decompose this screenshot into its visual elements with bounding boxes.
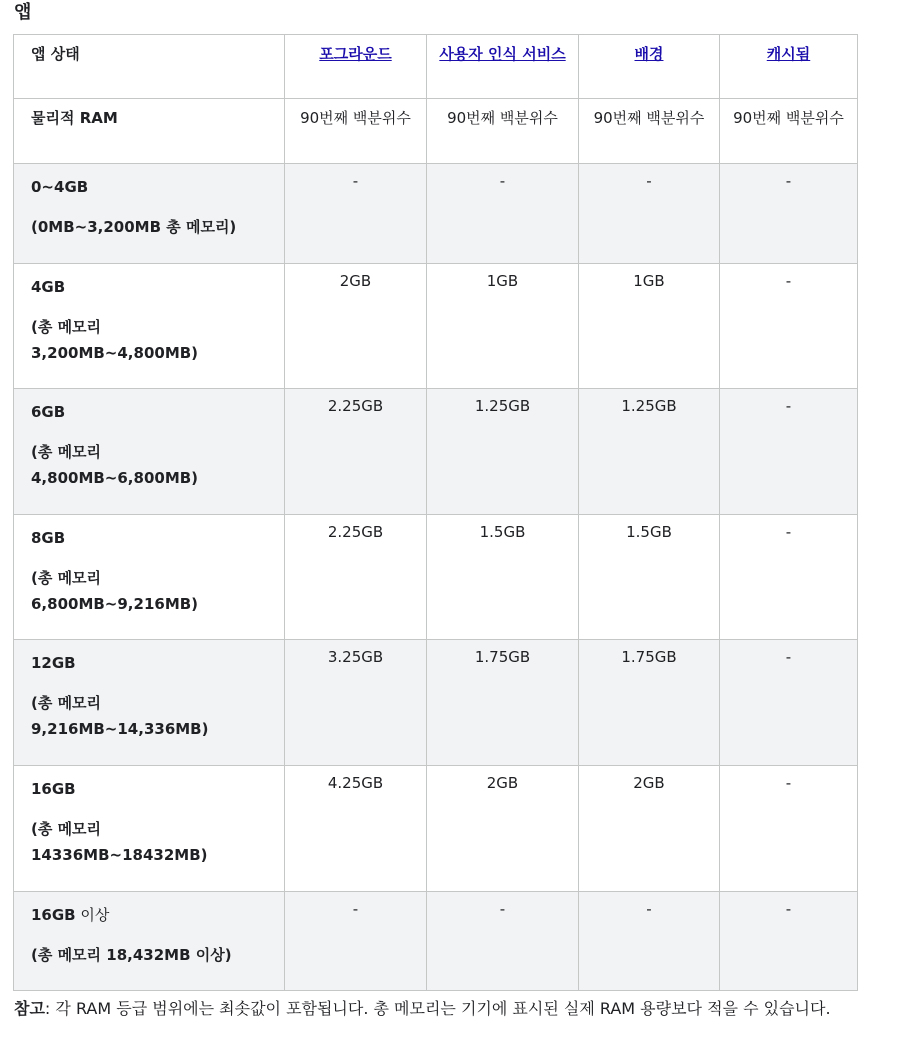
percentile-cell: 90번째 백분위수 [579, 99, 720, 164]
table-row [14, 766, 858, 892]
value-cell: - [720, 515, 858, 640]
ram-tier-cell [14, 640, 285, 766]
percentile-cell: 90번째 백분위수 [427, 99, 579, 164]
value-cell: - [720, 389, 858, 515]
ram-tier-range: (총 메모리 14336MB~18432MB) [31, 820, 208, 864]
footnote [14, 994, 874, 1023]
header-cached [720, 35, 858, 99]
ram-tier-label [31, 399, 276, 425]
background-link[interactable]: 배경 [634, 45, 664, 63]
percentile-cell: 90번째 백분위수 [720, 99, 858, 164]
percentile-cell: 90번째 백분위수 [285, 99, 427, 164]
percentile-row [14, 99, 858, 164]
cached-link[interactable]: 캐시됨 [766, 45, 811, 63]
header-foreground [285, 35, 427, 99]
value-cell: 3.25GB [285, 640, 427, 766]
value-cell: - [579, 164, 720, 264]
value-cell: - [285, 164, 427, 264]
value-cell: 1.5GB [427, 515, 579, 640]
ram-tier-cell [14, 892, 285, 991]
ram-tier-range: (총 메모리 6,800MB~9,216MB) [31, 569, 199, 613]
ram-tier-cell [14, 389, 285, 515]
value-cell: - [579, 892, 720, 991]
ram-tier-range: (총 메모리 18,432MB 이상) [31, 946, 232, 964]
ram-tier-suffix: 이상 [75, 906, 110, 924]
header-perceptible-service [427, 35, 579, 99]
value-cell: 1.5GB [579, 515, 720, 640]
ram-tier-cell [14, 164, 285, 264]
ram-tier-range: (총 메모리 9,216MB~14,336MB) [31, 694, 209, 738]
value-cell: - [427, 164, 579, 264]
value-cell: 1.75GB [427, 640, 579, 766]
value-cell: - [720, 640, 858, 766]
value-cell: 1GB [427, 264, 579, 389]
ram-tier-range: (총 메모리 3,200MB~4,800MB) [31, 318, 199, 362]
table-row [14, 515, 858, 640]
table-row [14, 264, 858, 389]
ram-tier-label [31, 650, 276, 676]
value-cell: 2GB [427, 766, 579, 892]
ram-tier-size: 16GB [31, 906, 76, 924]
ram-tier-label [31, 902, 276, 928]
value-cell: 1.25GB [427, 389, 579, 515]
ram-tier-label [31, 174, 276, 200]
ram-tier-size: 12GB [31, 654, 76, 672]
table-row [14, 892, 858, 991]
ram-tier-label [31, 525, 276, 551]
ram-tier-size: 0~4GB [31, 178, 89, 196]
footnote-label: 참고 [14, 999, 45, 1018]
ram-tier-range: (0MB~3,200MB 총 메모리) [31, 218, 237, 236]
value-cell: 2GB [579, 766, 720, 892]
value-cell: 2.25GB [285, 389, 427, 515]
value-cell: 2.25GB [285, 515, 427, 640]
ram-tier-label [31, 274, 276, 300]
value-cell: 1.75GB [579, 640, 720, 766]
section-heading: 앱 [14, 2, 32, 23]
ram-tier-cell [14, 766, 285, 892]
physical-ram-label: 물리적 RAM [14, 99, 285, 164]
value-cell: - [720, 164, 858, 264]
app-state-header: 앱 상태 [14, 35, 285, 99]
value-cell: - [427, 892, 579, 991]
value-cell: - [720, 766, 858, 892]
ram-tier-size: 8GB [31, 529, 66, 547]
table-header-row [14, 35, 858, 99]
ram-tier-cell [14, 264, 285, 389]
value-cell: - [285, 892, 427, 991]
value-cell: 1GB [579, 264, 720, 389]
table-row [14, 389, 858, 515]
value-cell: 1.25GB [579, 389, 720, 515]
ram-tier-size: 16GB [31, 780, 76, 798]
value-cell: - [720, 892, 858, 991]
header-background [579, 35, 720, 99]
ram-tier-cell [14, 515, 285, 640]
memory-threshold-table [13, 34, 858, 991]
ram-tier-range: (총 메모리 4,800MB~6,800MB) [31, 443, 199, 487]
ram-tier-size: 4GB [31, 278, 66, 296]
ram-tier-label [31, 776, 276, 802]
value-cell: - [720, 264, 858, 389]
footnote-text: : 각 RAM 등급 범위에는 최솟값이 포함됩니다. 총 메모리는 기기에 표시된 실제 RAM 용량보다 적을 수 있습니다. [44, 999, 831, 1018]
value-cell: 2GB [285, 264, 427, 389]
foreground-link[interactable]: 포그라운드 [319, 45, 392, 63]
ram-tier-size: 6GB [31, 403, 66, 421]
table-row [14, 640, 858, 766]
table-row [14, 164, 858, 264]
perceptible-service-link[interactable]: 사용자 인식 서비스 [439, 45, 566, 63]
value-cell: 4.25GB [285, 766, 427, 892]
